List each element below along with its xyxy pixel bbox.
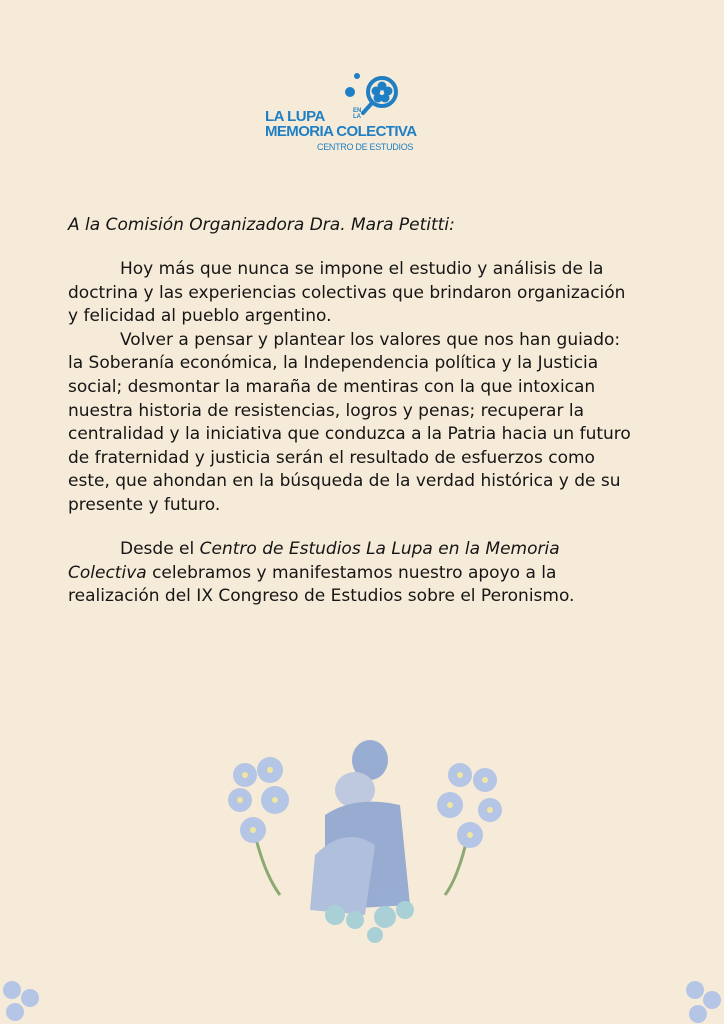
p3-line: realización del IX Congreso de Estudios sobre el Peronismo. bbox=[68, 586, 575, 607]
corner-flowers-left bbox=[0, 970, 55, 1024]
p2-line: este, que ahondan en la búsqueda de la verdad histórica y de su bbox=[68, 471, 621, 492]
p2-line: presente y futuro. bbox=[68, 495, 221, 516]
salutation: A la Comisión Organizadora Dra. Mara Petitti: bbox=[68, 215, 455, 235]
corner-flowers-right bbox=[670, 970, 724, 1024]
p1-line: doctrina y las experiencias colectivas que brindaron organización bbox=[68, 282, 626, 303]
p1-line: Hoy más que nunca se impone el estudio y análisis de la bbox=[120, 259, 604, 280]
p1-line: y felicidad al pueblo argentino. bbox=[68, 306, 332, 327]
p2-line: Volver a pensar y plantear los valores que nos han guiado: bbox=[120, 329, 621, 350]
p2-line: social; desmontar la maraña de mentiras con la que intoxican bbox=[68, 377, 596, 398]
letter-body bbox=[68, 214, 631, 609]
logo-small-en bbox=[353, 108, 361, 120]
logo-line-2: MEMORIA COLECTIVA bbox=[265, 123, 417, 140]
p2-line: nuestra historia de resistencias, logros y penas; recuperar la bbox=[68, 400, 584, 421]
p3-line bbox=[68, 562, 631, 586]
logo-line-1: LA LUPA bbox=[265, 108, 325, 125]
magnifier-flower-icon bbox=[337, 72, 407, 122]
embrace-illustration bbox=[215, 735, 515, 955]
logo-en: EN bbox=[353, 108, 362, 114]
p3-intro: Desde el bbox=[120, 539, 200, 560]
centre-name: Centro de Estudios La Lupa en la Memoria bbox=[199, 539, 560, 560]
logo-la: LA bbox=[353, 114, 361, 120]
p2-line: la Soberanía económica, la Independencia política y la Justicia bbox=[68, 353, 599, 374]
p2-line: centralidad y la iniciativa que conduzca a la Patria hacia un futuro bbox=[68, 424, 631, 445]
p3-line bbox=[68, 538, 631, 562]
p2-line: de fraternidad y justicia serán el resultado de esfuerzos como bbox=[68, 447, 595, 468]
logo-line-3: CENTRO DE ESTUDIOS bbox=[317, 142, 414, 152]
centre-name-end: Colectiva bbox=[68, 562, 147, 583]
p3-rest: celebramos y manifestamos nuestro apoyo a la bbox=[146, 562, 557, 583]
logo bbox=[262, 72, 452, 162]
